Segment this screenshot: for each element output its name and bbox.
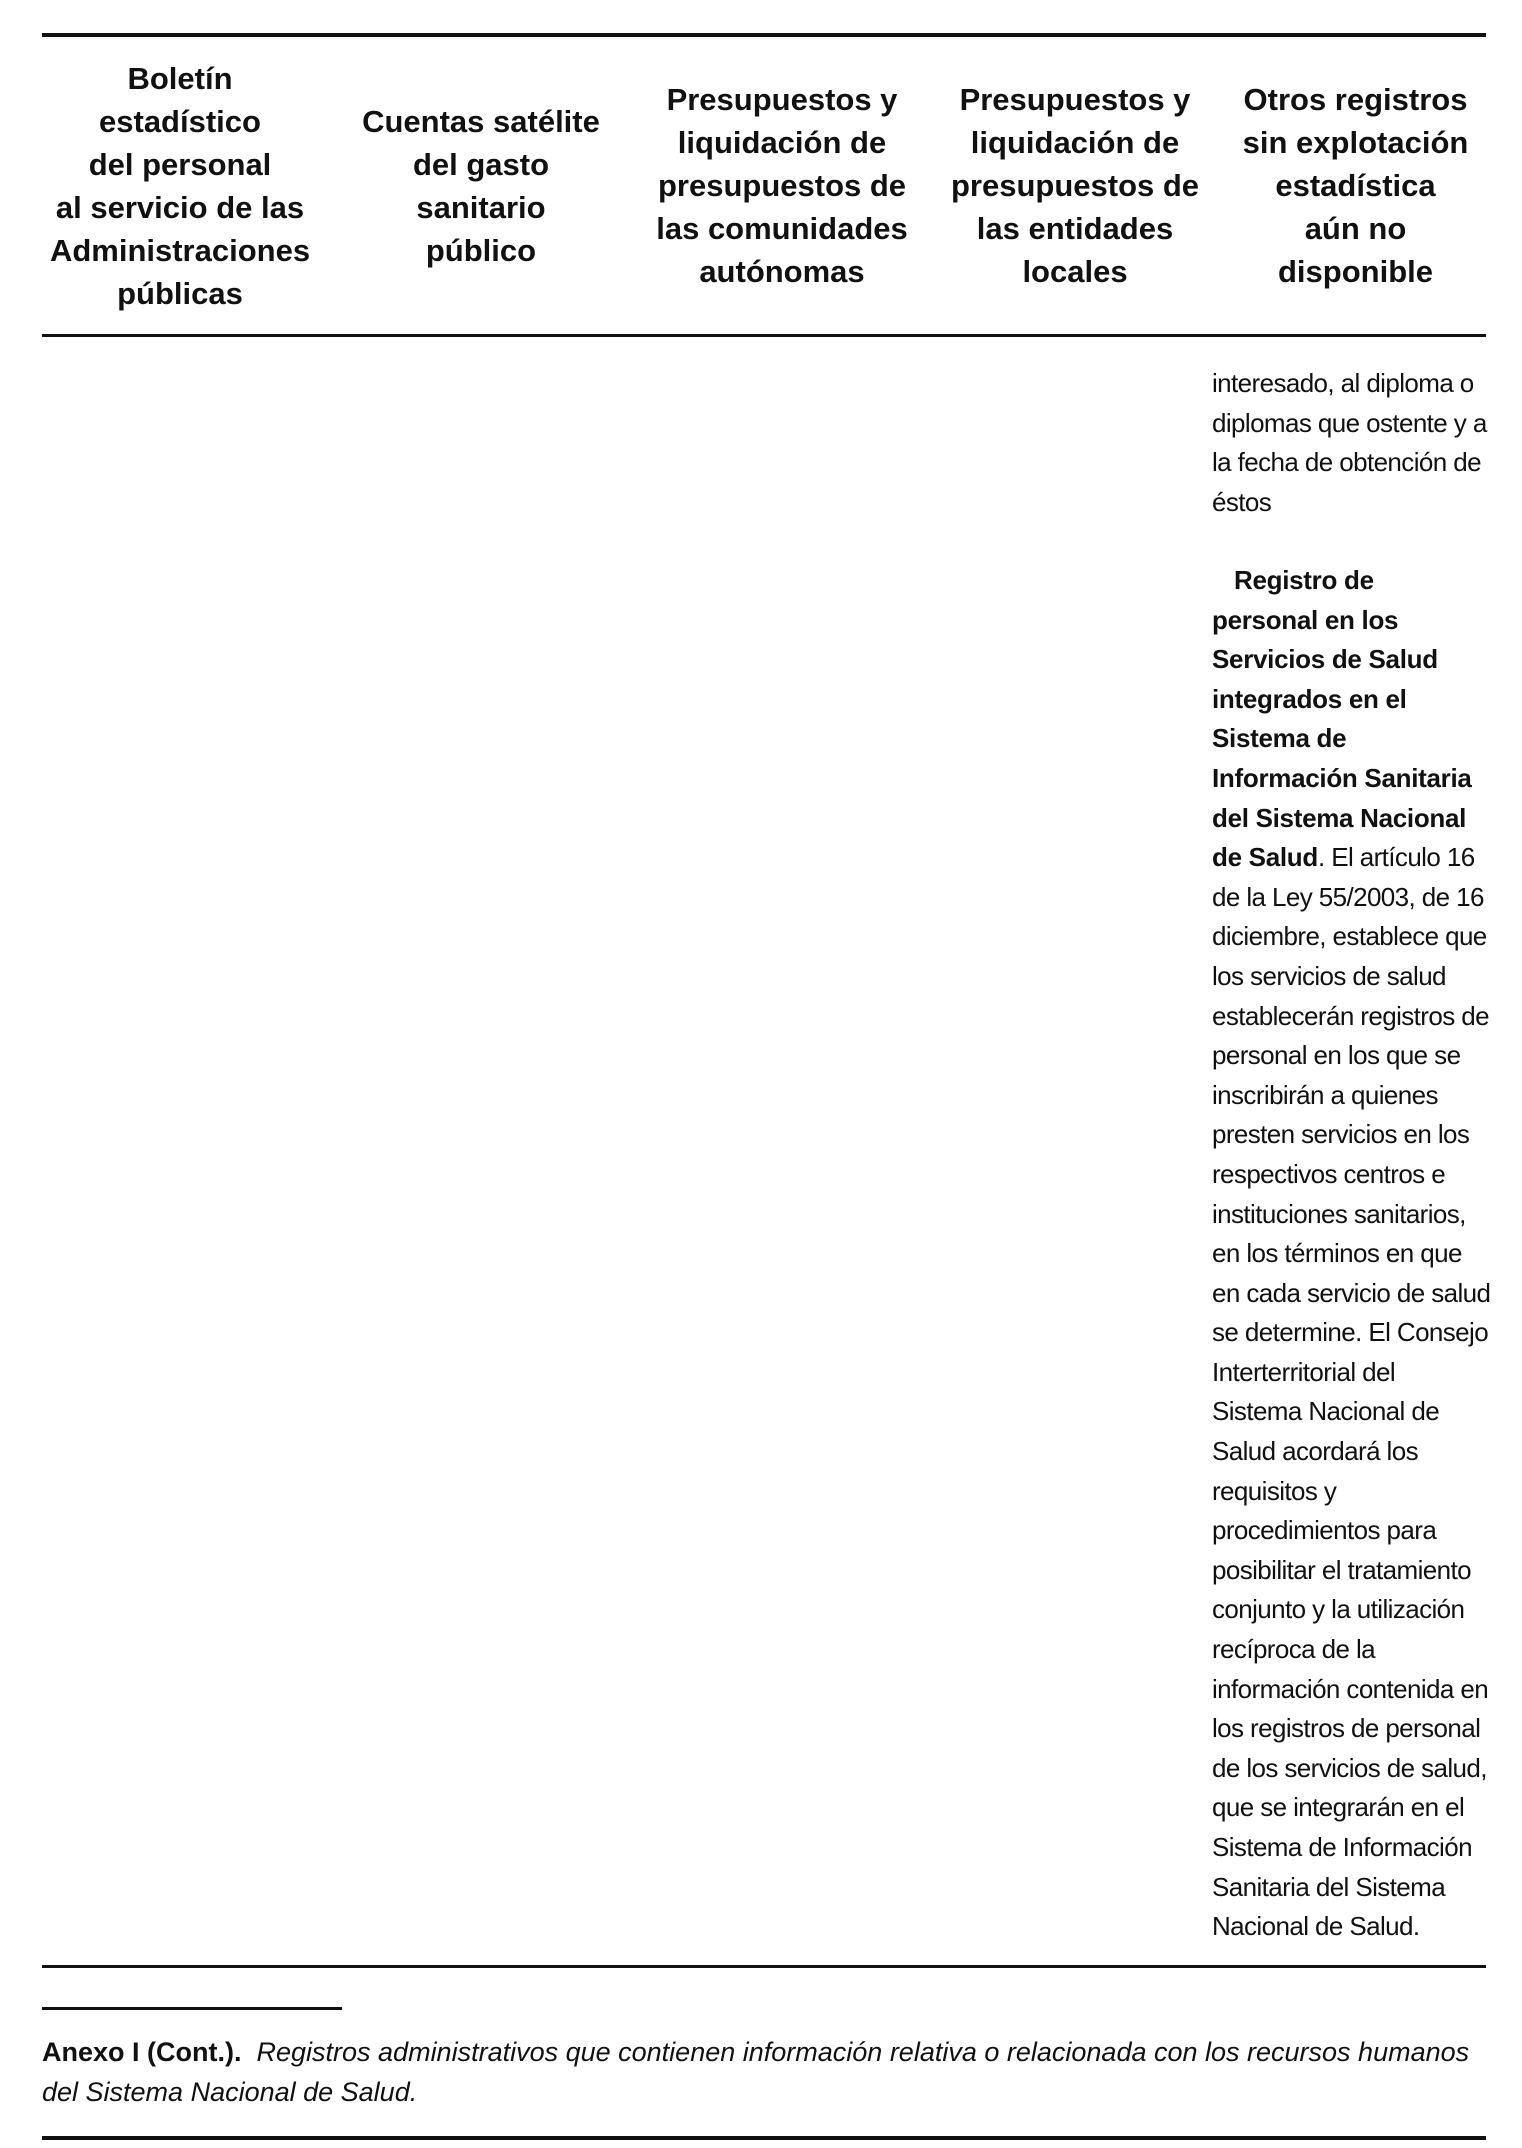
text-line: requisitos y — [1212, 1475, 1337, 1506]
mixed-line — [1212, 838, 1494, 878]
text-line: diciembre, establece que — [1212, 921, 1487, 952]
text-line: de los servicios de salud, — [1212, 1752, 1487, 1783]
registro-text-start: . El artículo 16 — [1317, 842, 1475, 873]
text-line: Presupuestos y — [959, 82, 1191, 117]
text-line: que se integrarán en el — [1212, 1792, 1465, 1823]
text-line: sanitario — [416, 189, 546, 225]
text-line: Otros registros — [1243, 82, 1468, 117]
cell-continuation-paragraph — [1212, 364, 1494, 522]
text-line: recíproca de la — [1212, 1634, 1375, 1665]
text-line: éstos — [1212, 486, 1272, 517]
text-line: presupuestos de — [950, 168, 1200, 203]
header-otros-registros — [1225, 37, 1486, 334]
text-line: Nacional de Salud. — [1212, 1911, 1420, 1942]
header-presupuestos-entidades-locales — [925, 37, 1225, 334]
caption-label: Anexo I (Cont.). — [42, 2037, 242, 2067]
header-cuentas-satelite — [348, 37, 614, 334]
text-line: público — [425, 232, 537, 268]
text-line: Sanitaria del Sistema — [1212, 1871, 1446, 1902]
text-line: diplomas que ostente y a — [1212, 407, 1487, 438]
cell-registro-personal-paragraph — [1212, 561, 1494, 1947]
header-presupuestos-ccaa — [632, 37, 932, 334]
text-line: las comunidades — [656, 211, 908, 246]
text-line: estadística — [1275, 168, 1436, 203]
text-line: la fecha de obtención de — [1212, 447, 1481, 478]
text-line: aún no — [1304, 211, 1407, 246]
text-line: interesado, al diploma o — [1212, 368, 1474, 398]
text-line: locales — [1022, 254, 1128, 289]
text-line: Administraciones — [49, 232, 311, 268]
text-line: del gasto — [412, 146, 550, 182]
text-line: Interterritorial del — [1212, 1356, 1396, 1387]
page-bottom-rule — [42, 2136, 1486, 2140]
text-line: liquidación de — [970, 125, 1180, 160]
text-line: al servicio de las — [55, 189, 305, 225]
text-line: sin explotación — [1242, 125, 1469, 160]
text-line: Boletín — [127, 60, 233, 96]
text-line: liquidación de — [677, 125, 887, 160]
table-caption — [42, 2032, 1486, 2112]
text-line: las entidades — [976, 211, 1174, 246]
text-line: Presupuestos y — [666, 82, 898, 117]
text-line: personal en los que se — [1212, 1040, 1461, 1071]
text-line: en los términos en que — [1212, 1238, 1462, 1269]
text-line: Servicios de Salud — [1212, 644, 1438, 675]
text-line: posibilitar el tratamiento — [1212, 1554, 1471, 1585]
text-line: personal en los — [1212, 604, 1399, 635]
text-line: Sistema de Información — [1212, 1832, 1472, 1862]
text-line: presten servicios en los — [1212, 1119, 1470, 1150]
text-line: del personal — [88, 146, 272, 182]
text-line: Sistema Nacional de — [1212, 1396, 1440, 1427]
caption-text: Registros administrativos que contienen información relativa o relacionada con los recursos humanos del Sistema Nacional de Salud. — [42, 2037, 1470, 2107]
text-line: disponible — [1277, 254, 1433, 289]
text-line: Salud acordará los — [1212, 1436, 1418, 1467]
text-line: Sistema de — [1212, 723, 1347, 754]
text-line: inscribirán a quienes — [1212, 1079, 1438, 1110]
table-header-rule — [42, 334, 1486, 337]
text-line: se determine. El Consejo — [1212, 1317, 1489, 1348]
text-line: en cada servicio de salud — [1212, 1277, 1491, 1308]
text-line: los registros de personal — [1212, 1713, 1481, 1744]
text-line: respectivos centros e — [1212, 1158, 1446, 1189]
table-bottom-rule — [42, 1965, 1486, 1968]
text-line: procedimientos para — [1212, 1515, 1437, 1546]
header-boletin-estadistico — [42, 37, 318, 334]
text-line: información contenida en — [1212, 1673, 1489, 1704]
text-line: autónomas — [699, 254, 865, 289]
text-line: estadístico — [99, 103, 261, 139]
text-line: Registro de — [1234, 565, 1374, 595]
text-line: integrados en el — [1212, 683, 1407, 714]
registro-title-end: de Salud — [1212, 842, 1318, 873]
text-line: instituciones sanitarios, — [1212, 1198, 1466, 1229]
text-line: presupuestos de — [657, 168, 907, 203]
text-line: públicas — [117, 275, 243, 311]
text-line: del Sistema Nacional — [1212, 802, 1467, 833]
text-line: los servicios de salud — [1212, 960, 1446, 991]
table-header-row — [42, 37, 1486, 334]
text-line: de la Ley 55/2003, de 16 — [1212, 881, 1484, 912]
text-line: Información Sanitaria — [1212, 762, 1472, 793]
text-line: conjunto y la utilización — [1212, 1594, 1465, 1625]
footnote-rule — [42, 2007, 342, 2010]
text-line: establecerán registros de — [1212, 1000, 1489, 1031]
text-line: Cuentas satélite — [362, 103, 600, 139]
